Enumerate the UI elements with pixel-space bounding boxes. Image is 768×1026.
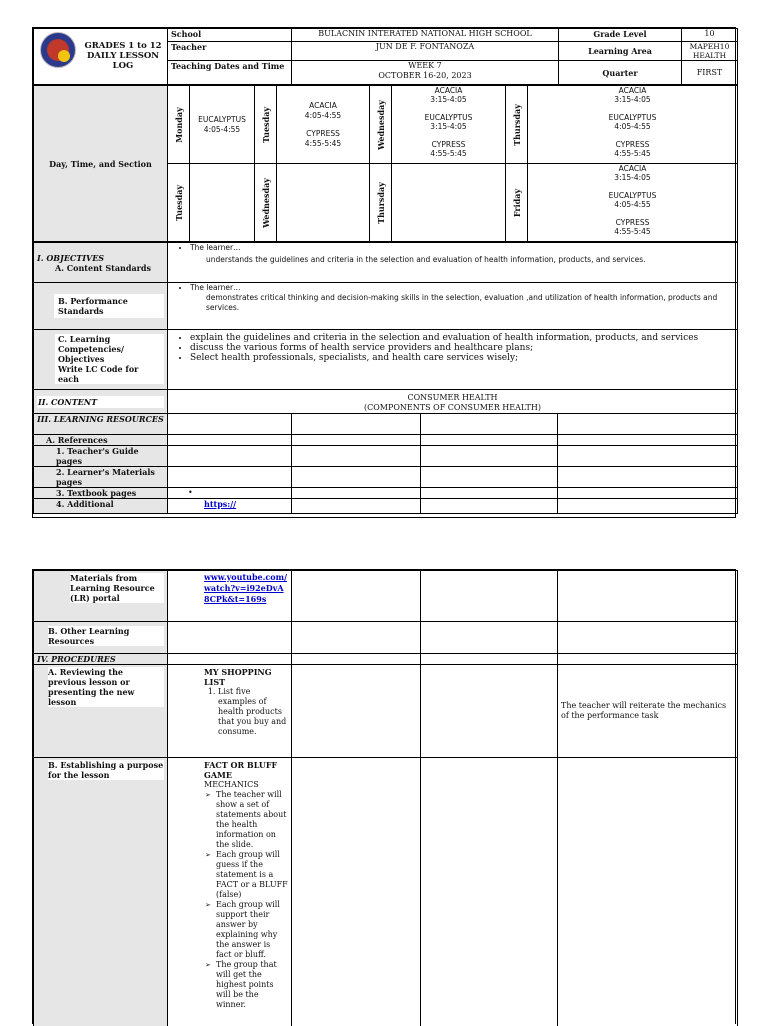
- youtube-link[interactable]: www.youtube.com/watch?v=i92eDvA8CPk&t=169s: [204, 572, 288, 604]
- references-label: A. References: [34, 435, 168, 446]
- slot-text: 4:05-4:55: [614, 122, 651, 131]
- slot-text: 4:55-5:45: [430, 149, 467, 158]
- slot-text: ACACIA: [618, 86, 647, 95]
- slot-text: 3:15-4:05: [430, 122, 467, 131]
- title-line1: GRADES 1 to 12: [84, 41, 162, 51]
- slot-text: 3:15-4:05: [430, 95, 467, 104]
- grade-level-value: 10: [682, 29, 738, 42]
- day-thursday: Thursday: [375, 181, 386, 224]
- day-wednesday: Wednesday: [260, 177, 271, 228]
- competency-item: • discuss the various forms of health service providers and healthcare plans;: [190, 343, 734, 353]
- teacher-value: JUN DE F. FONTANOZA: [292, 42, 559, 61]
- resources-label: III. LEARNING RESOURCES: [34, 414, 168, 435]
- teacher-label: Teacher: [168, 42, 292, 61]
- slot-text: CYPRESS: [615, 140, 650, 149]
- learning-area-label: Learning Area: [559, 42, 682, 61]
- additional-cont-label: Materials from Learning Resource (LR) portal: [70, 573, 164, 603]
- objectives-table: I. OBJECTIVES A. Content Standards • The learner… understands the guidelines and criteria in the selection and evaluation of health information, products, and services. B. Performance Standards • The learner… demonstrates critical thinking and decision-making skills in the selection, evaluation ,and utilization of health information, products and services. C. Learning Competencies/ Objectives Write LC Code for each • explain the guidelines and criteria in the selection and evaluation of health information, products, and services • discuss the various forms of health service providers and healthcare plans; • Select health professionals, specialists, and health care services wisely; II. CONTENT CONSUMER HEALTH (COMPONENTS OF CONSUMER HEALTH) III. LEARNING RESOURCES A. References 1. Teacher's Guide pages 2. Learner's Materials pages 3. Textbook pages • 4. Additional https://: [33, 242, 738, 514]
- content-standards-text: understands the guidelines and criteria in the selection and evaluation of health information, products, and services.: [206, 255, 646, 264]
- objectives-label: I. OBJECTIVES: [37, 252, 105, 263]
- learners-materials-label: 2. Learner's Materials pages: [34, 467, 168, 488]
- school-value: BULACNIN INTERATED NATIONAL HIGH SCHOOL: [292, 29, 559, 42]
- slot-text: CYPRESS: [431, 140, 466, 149]
- content-standards-label: A. Content Standards: [55, 262, 151, 273]
- reviewing-item: 1. List five examples of health products that you buy and consume.: [218, 687, 288, 737]
- day-wednesday: Wednesday: [375, 99, 386, 150]
- title-line2: DAILY LESSON LOG: [86, 51, 160, 71]
- performance-label: B. Performance Standards: [54, 294, 164, 318]
- quarter-label: Quarter: [559, 61, 682, 85]
- day-tuesday: Tuesday: [260, 106, 271, 143]
- day-friday: Friday: [511, 188, 522, 217]
- reviewing-thursday-text: The teacher will reiterate the mechanics of the performance task: [558, 665, 738, 758]
- logo-title-cell: [34, 29, 168, 71]
- dates-value: OCTOBER 16-20, 2023: [378, 71, 472, 80]
- slot-text: EUCALYPTUS: [608, 113, 657, 122]
- competency-item: • explain the guidelines and criteria in the selection and evaluation of health information, products, and services: [190, 333, 734, 343]
- slot-text: CYPRESS: [615, 218, 650, 227]
- slot-text: 4:55-5:45: [614, 227, 651, 236]
- lesson-log-page-1: [32, 27, 736, 518]
- slot-text: 4:05-4:55: [304, 110, 342, 120]
- slot-text: EUCALYPTUS: [424, 113, 473, 122]
- content-label: II. CONTENT: [37, 396, 164, 408]
- mechanics-item: ➢ The group that will get the highest points will be the winner.: [216, 960, 288, 1010]
- content-standards-bullet: • The learner…: [190, 243, 734, 253]
- slot-text: ACACIA: [434, 86, 463, 95]
- learning-area-value: MAPEH10 HEALTH: [682, 42, 738, 61]
- procedures-label: IV. PROCEDURES: [34, 654, 168, 665]
- dates-label: Teaching Dates and Time: [168, 61, 292, 85]
- deped-seal-logo: [40, 32, 76, 68]
- reviewing-title: MY SHOPPING LIST: [204, 667, 272, 687]
- purpose-label: B. Establishing a purpose for the lesson: [48, 760, 164, 780]
- slot-text: CYPRESS: [306, 128, 340, 138]
- schedule-label: Day, Time, and Section: [34, 86, 168, 242]
- competencies-label: C. Learning Competencies/ Objectives: [55, 334, 164, 364]
- content-line1: CONSUMER HEALTH: [407, 393, 498, 402]
- day-tuesday: Tuesday: [173, 184, 184, 221]
- week-label: WEEK 7: [408, 61, 442, 70]
- mechanics-item: ➢ Each group will support their answer by explaining why the answer is fact or bluff.: [216, 900, 288, 960]
- schedule-table: [33, 85, 738, 242]
- quarter-value: FIRST: [682, 61, 738, 85]
- slot-text: ACACIA: [309, 100, 337, 110]
- additional-label: 4. Additional: [34, 499, 168, 514]
- mechanics-item: ➢ Each group will guess if the statement is a FACT or a BLUFF (false): [216, 850, 288, 900]
- competency-item: • Select health professionals, specialists, and health care services wisely;: [190, 353, 734, 363]
- slot-text: 4:05-4:55: [203, 124, 241, 134]
- mechanics-item: ➢ The teacher will show a set of statements about the health information on the slide.: [216, 790, 288, 850]
- day-thursday: Thursday: [511, 103, 522, 146]
- slot-text: 4:55-5:45: [614, 149, 651, 158]
- slot-text: 3:15-4:05: [614, 95, 651, 104]
- school-label: School: [168, 29, 292, 42]
- competencies-sub: Write LC Code for each: [55, 364, 164, 384]
- content-line2: (COMPONENTS OF CONSUMER HEALTH): [364, 403, 541, 412]
- procedures-table: [33, 570, 738, 1026]
- reviewing-label: A. Reviewing the previous lesson or presenting the new lesson: [48, 667, 164, 707]
- purpose-title: FACT OR BLUFF GAME: [204, 760, 278, 780]
- slot-text: 3:15-4:05: [614, 173, 651, 182]
- purpose-mechanics: MECHANICS: [204, 780, 259, 789]
- slot-text: EUCALYPTUS: [608, 191, 657, 200]
- slot-text: 4:55-5:45: [304, 138, 342, 148]
- slot-text: EUCALYPTUS: [198, 114, 246, 124]
- lesson-log-page-2: [32, 569, 736, 1024]
- slot-text: ACACIA: [618, 164, 647, 173]
- textbook-label: 3. Textbook pages: [34, 488, 168, 499]
- day-monday: Monday: [173, 106, 184, 143]
- resource-link[interactable]: https://: [204, 499, 237, 509]
- teachers-guide-label: 1. Teacher's Guide pages: [34, 446, 168, 467]
- slot-text: 4:05-4:55: [614, 200, 651, 209]
- performance-text: demonstrates critical thinking and decision-making skills in the selection, evaluation ,and utilization of health information, products and services.: [206, 293, 718, 312]
- performance-bullet: • The learner…: [190, 283, 734, 293]
- header-table: [33, 28, 738, 85]
- other-resources-label: B. Other Learning Resources: [48, 626, 164, 646]
- grade-level-label: Grade Level: [559, 29, 682, 42]
